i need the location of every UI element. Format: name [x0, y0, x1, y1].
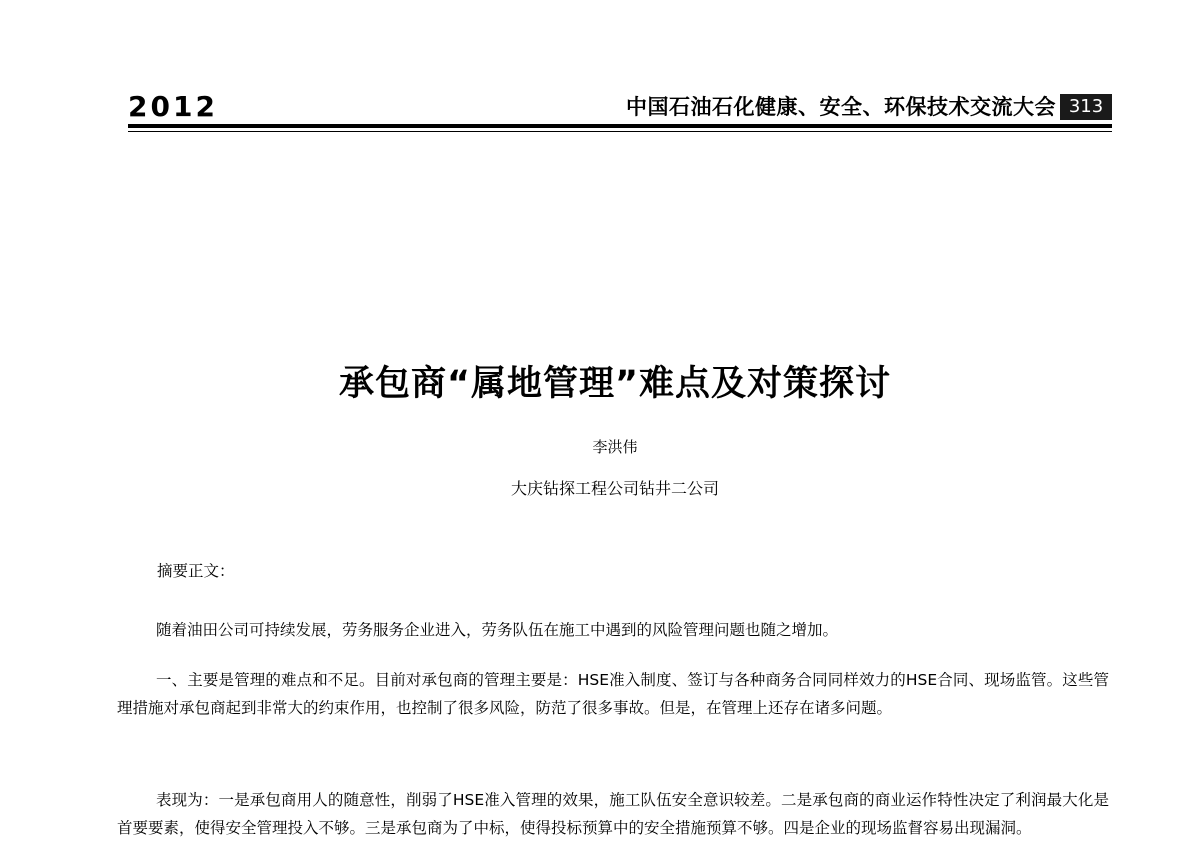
header-conference-title: 中国石油石化健康、安全、环保技术交流大会 — [626, 95, 1056, 119]
body-paragraph-3: 表现为：一是承包商用人的随意性，削弱了HSE准入管理的效果，施工队伍安全意识较差。二是承包商的商业运作特性决定了利润最大化是首要要素，使得安全管理投入不够。三是承包商为了中标，使得投标预算中的安全措施预算不够。四是企业的现场监督容易出现漏洞。 — [117, 791, 1109, 837]
article-author: 李洪伟 — [592, 438, 638, 456]
abstract-label: 摘要正文： — [157, 562, 235, 580]
body-paragraph-2: 一、主要是管理的难点和不足。目前对承包商的管理主要是：HSE准入制度、签订与各种商务合同同样效力的HSE合同、现场监管。这些管理措施对承包商起到非常大的约束作用，也控制了很多风险，防范了很多事故。但是，在管理上还存在诸多问题。 — [117, 671, 1109, 717]
header-page-number: 313 — [1060, 94, 1112, 120]
article-title: 承包商“属地管理”难点及对策探讨 — [338, 364, 891, 404]
header-year: 2012 — [128, 90, 218, 123]
running-header — [128, 92, 1112, 126]
article-affiliation: 大庆钻探工程公司钻井二公司 — [510, 479, 719, 498]
header-rule-thick — [128, 124, 1112, 128]
header-rule-thin — [128, 131, 1112, 132]
body-paragraph-1: 随着油田公司可持续发展，劳务服务企业进入，劳务队伍在施工中遇到的风险管理问题也随之增加。 — [156, 621, 839, 639]
